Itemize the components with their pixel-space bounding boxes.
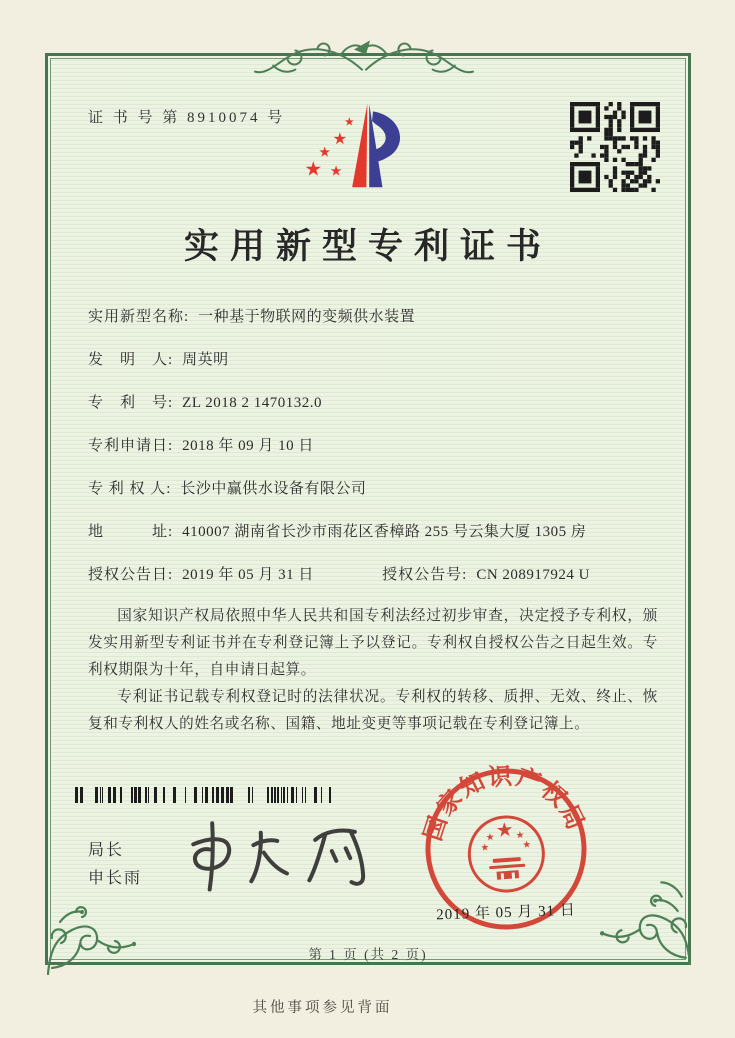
field-label: 授权公告号: [382, 567, 468, 583]
page-number: 第 1 页 (共 2 页) [308, 947, 428, 962]
corner-flourish-icon [42, 878, 142, 978]
field-value: 周英明 [182, 352, 229, 368]
svg-text:国家知识产权局 [419, 762, 591, 846]
signer-block [88, 837, 142, 893]
field-value: 一种基于物联网的变频供水装置 [198, 309, 416, 325]
field-value: 410007 湖南省长沙市雨花区香樟路 255 号云集大厦 1305 房 [182, 524, 587, 540]
field-label: 授权公告日: [88, 567, 174, 583]
legal-paragraph: 国家知识产权局依照中华人民共和国专利法经过初步审查，决定授予专利权，颁发实用新型专利证书并在专利登记簿上予以登记。专利权自授权公告之日起生效。专利权期限为十年，自申请日起算。 [88, 608, 658, 678]
field-label: 专 利 号: [88, 395, 174, 411]
top-dragon-ornament [253, 26, 475, 84]
field-label: 实用新型名称: [88, 309, 190, 325]
seal-text: 国家知识产权局 [420, 763, 590, 845]
field-row-filing-date [88, 436, 662, 457]
field-value: 2019 年 05 月 31 日 [182, 567, 314, 583]
cnipa-logo-icon [294, 101, 416, 191]
signer-name: 申长雨 [88, 870, 143, 887]
field-value: ZL 2018 2 1470132.0 [182, 395, 322, 411]
field-list [88, 307, 662, 608]
certificate-number: 证 书 号 第 8910074 号 [88, 110, 286, 126]
field-label: 地 址: [88, 524, 174, 540]
seal-date: 2019 年 05 月 31 日 [435, 902, 577, 924]
field-row-patent-no [88, 393, 662, 414]
certificate-title: 实用新型专利证书 [183, 227, 552, 266]
certificate-frame [45, 53, 691, 965]
barcode [71, 787, 337, 803]
footer-note: 其他事项参见背面 [252, 1000, 393, 1016]
field-row-grant [88, 565, 662, 586]
qr-code [570, 102, 660, 192]
field-row-inventor [88, 350, 662, 371]
signature [166, 808, 386, 903]
signer-title: 局长 [88, 842, 125, 859]
field-row-name [88, 307, 662, 328]
field-value: CN 208917924 U [476, 567, 591, 583]
legal-text [88, 603, 658, 738]
field-label: 专利申请日: [88, 438, 174, 454]
field-value: 长沙中赢供水设备有限公司 [180, 481, 367, 497]
field-row-address [88, 522, 662, 543]
legal-paragraph: 专利证书记载专利权登记时的法律状况。专利权的转移、质押、无效、终止、恢复和专利权人的姓名或名称、国籍、地址变更等事项记载在专利登记簿上。 [88, 689, 658, 732]
field-row-patentee [88, 479, 662, 500]
field-value: 2018 年 09 月 10 日 [182, 438, 314, 454]
field-label: 发 明 人: [88, 352, 174, 368]
field-label: 专 利 权 人: [88, 481, 172, 497]
